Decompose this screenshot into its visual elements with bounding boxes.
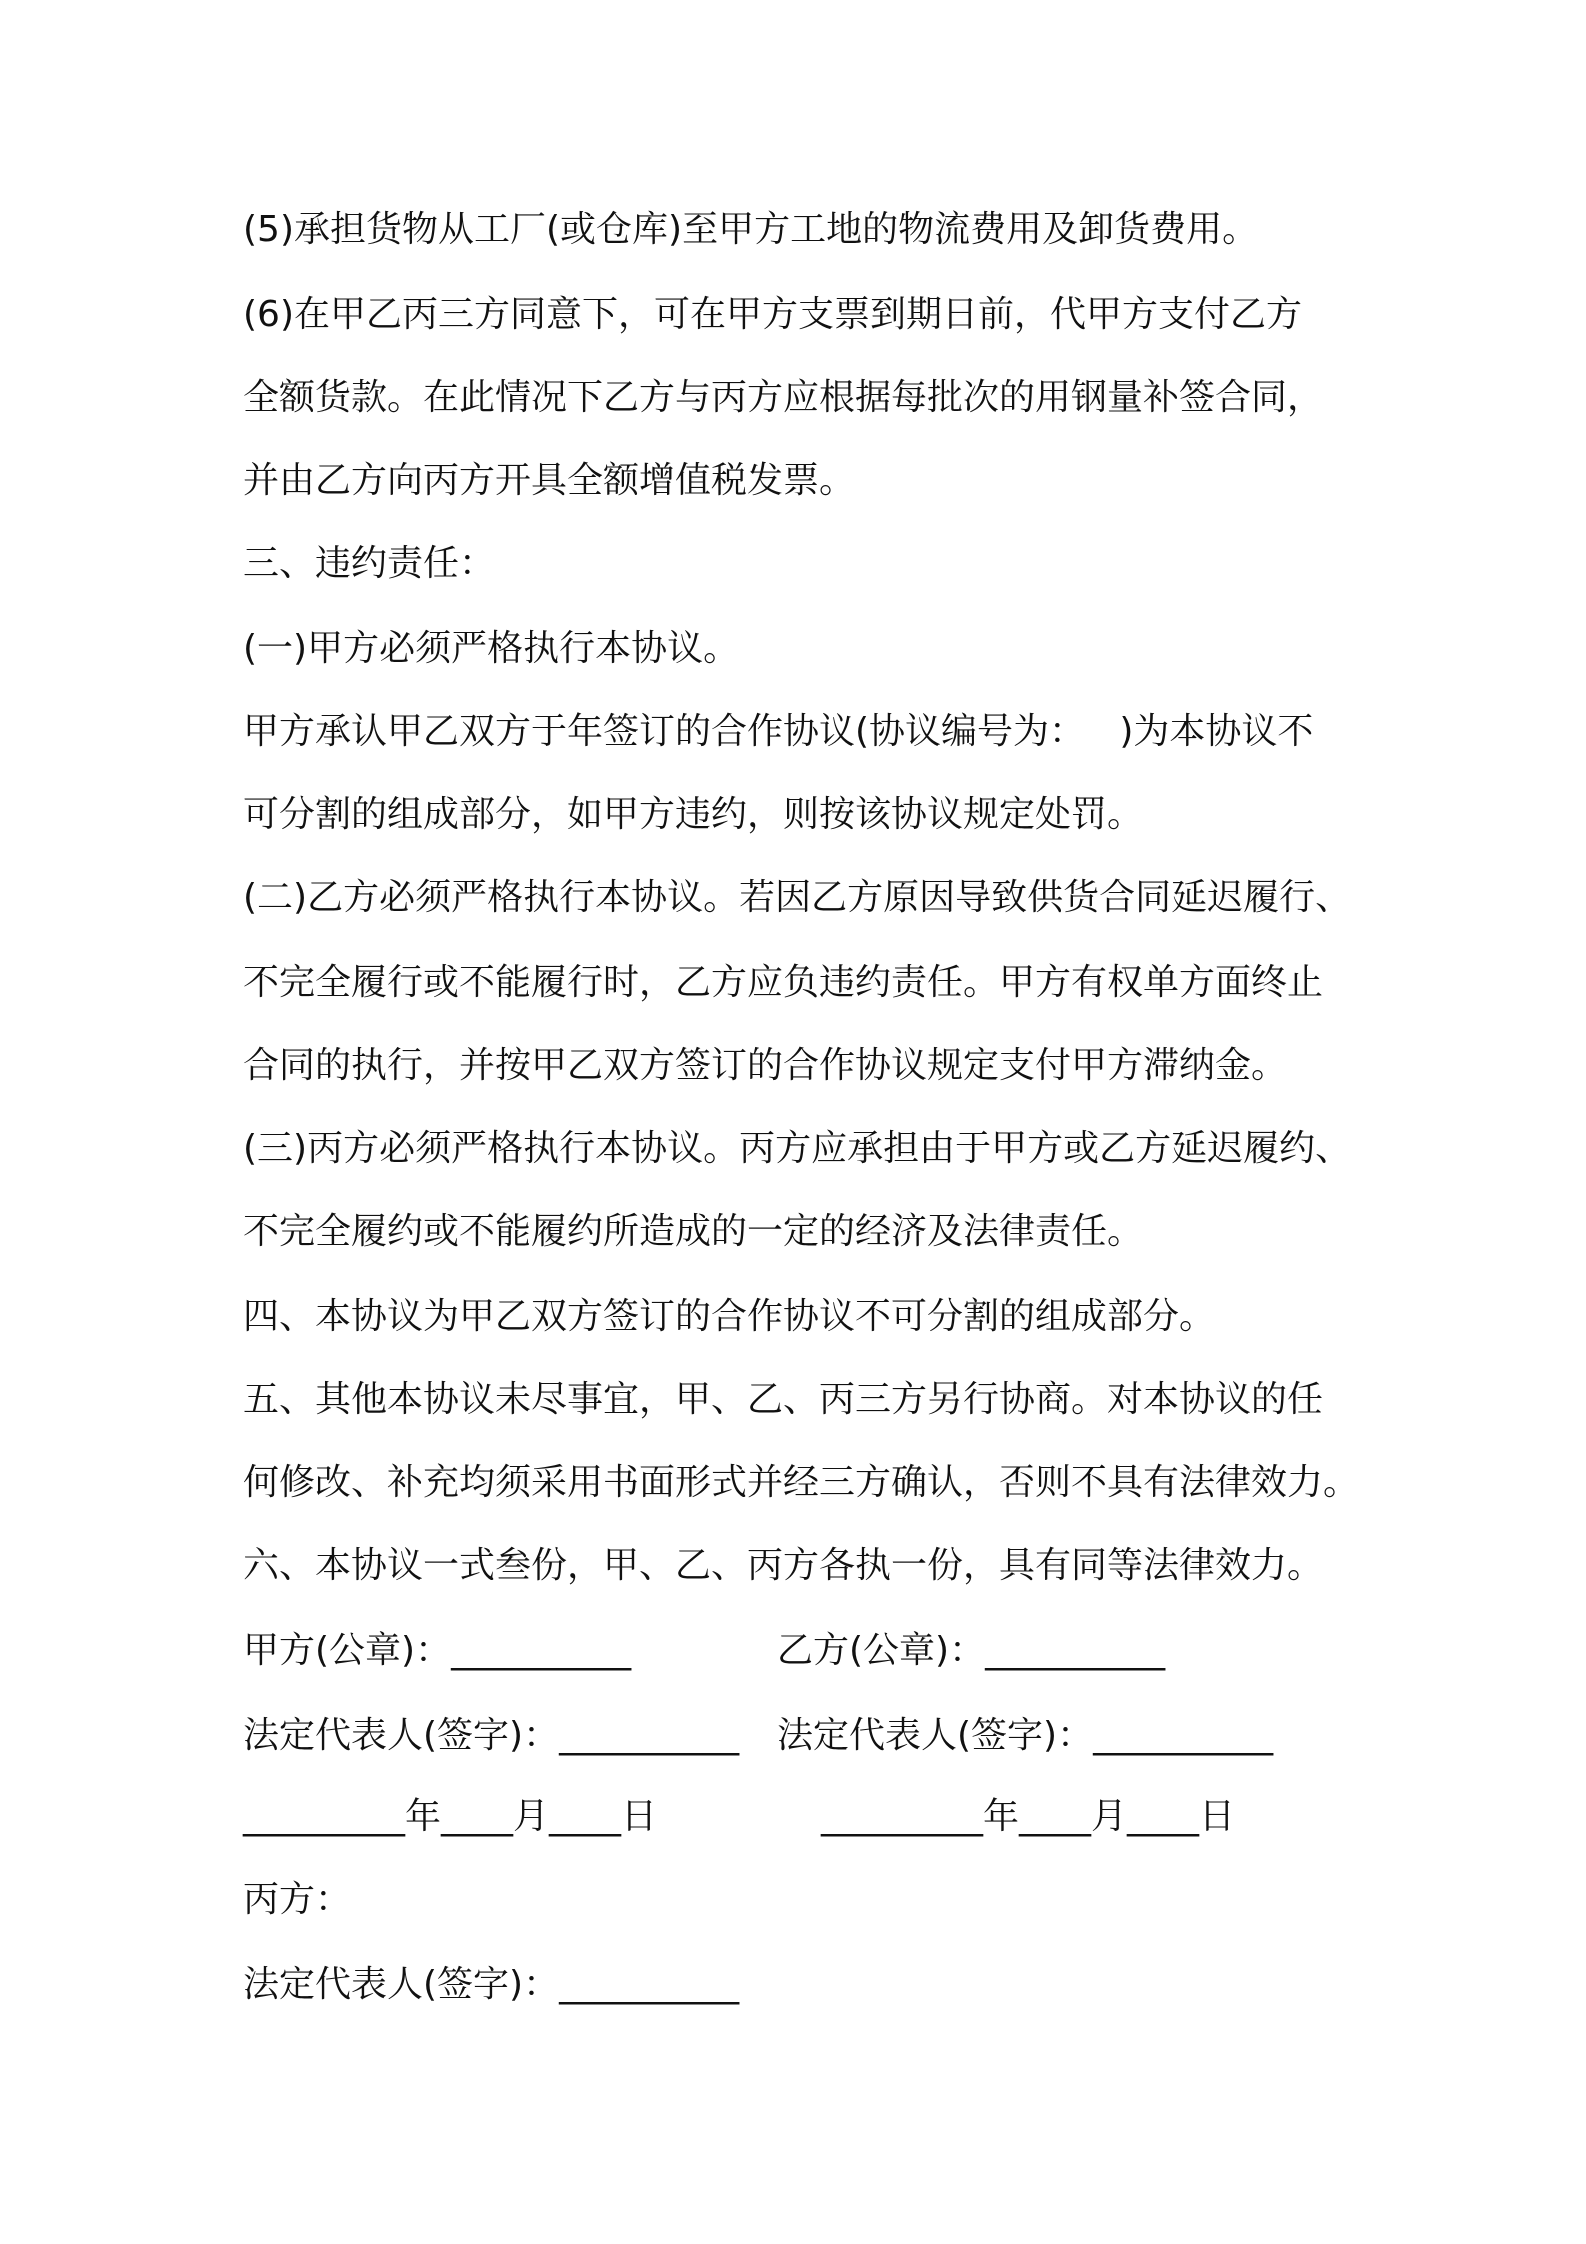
clause-line: 四、本协议为甲乙双方签订的合作协议不可分割的组成部分。: [243, 1296, 1216, 1337]
clause-line: (一)甲方必须严格执行本协议。: [243, 628, 740, 669]
party-b-seal: 乙方(公章)：__________: [777, 1630, 1166, 1671]
clause-line: 六、本协议一式叁份，甲、乙、丙方各执一份，具有同等法律效力。: [243, 1545, 1324, 1586]
clause-line: 何修改、补充均须采用书面形式并经三方确认，否则不具有法律效力。: [243, 1462, 1360, 1503]
clause-line: 并由乙方向丙方开具全额增值税发票。: [243, 460, 856, 501]
clause-line: 合同的执行，并按甲乙双方签订的合作协议规定支付甲方滞纳金。: [243, 1045, 1288, 1086]
clause-line: 可分割的组成部分，如甲方违约，则按该协议规定处罚。: [243, 794, 1144, 835]
clause-line: (三)丙方必须严格执行本协议。丙方应承担由于甲方或乙方延迟履约、: [243, 1128, 1352, 1169]
clause-line: 甲方承认甲乙双方于年签订的合作协议(协议编号为： )为本协议不: [243, 711, 1314, 752]
section-heading: 三、违约责任：: [243, 543, 496, 584]
party-a-seal: 甲方(公章)：__________: [243, 1630, 632, 1671]
clause-line: (二)乙方必须严格执行本协议。若因乙方原因导致供货合同延迟履行、: [243, 877, 1352, 918]
clause-line: 不完全履约或不能履约所造成的一定的经济及法律责任。: [243, 1211, 1144, 1252]
clause-line: 五、其他本协议未尽事宜，甲、乙、丙三方另行协商。对本协议的任: [243, 1379, 1324, 1420]
clause-line: 不完全履行或不能履行时，乙方应负违约责任。甲方有权单方面终止: [243, 962, 1324, 1003]
party-b-date: _________年____月____日: [821, 1796, 1235, 1837]
party-c-label: 丙方：: [243, 1879, 352, 1920]
clause-line: (6)在甲乙丙三方同意下，可在甲方支票到期日前，代甲方支付乙方: [243, 294, 1302, 335]
clause-line: (5)承担货物从工厂(或仓库)至甲方工地的物流费用及卸货费用。: [243, 209, 1259, 250]
clause-line: 全额货款。在此情况下乙方与丙方应根据每批次的用钢量补签合同，: [243, 377, 1324, 418]
party-c-representative: 法定代表人(签字)：__________: [243, 1964, 740, 2005]
party-b-representative: 法定代表人(签字)：__________: [777, 1715, 1274, 1756]
party-a-representative: 法定代表人(签字)：__________: [243, 1715, 740, 1756]
party-a-date: _________年____月____日: [243, 1796, 657, 1837]
